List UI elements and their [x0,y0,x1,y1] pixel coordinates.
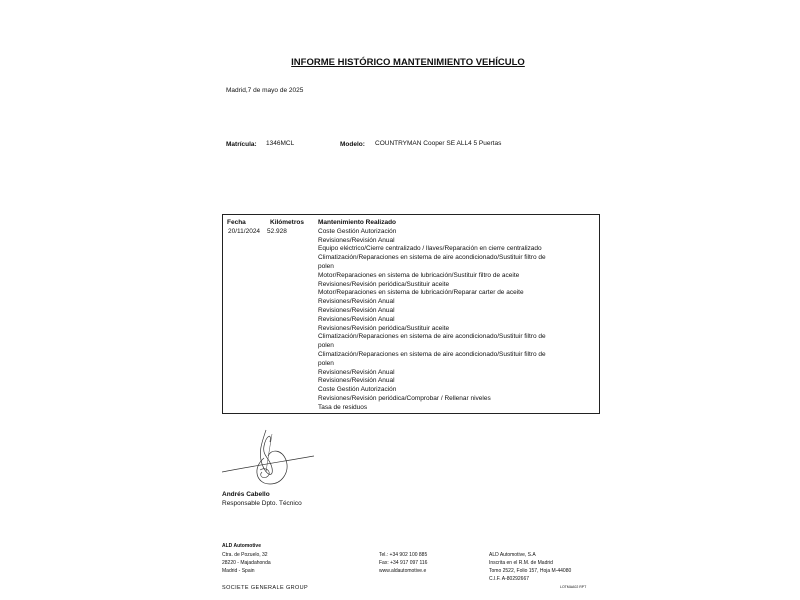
maintenance-item: Motor/Reparaciones en sistema de lubricación/Reparar carter de aceite [318,289,524,297]
maintenance-item: Motor/Reparaciones en sistema de lubricación/Sustituir filtro de aceite [318,271,520,279]
maintenance-item: Revisiones/Revisión Anual [318,306,395,314]
maintenance-list [318,219,558,413]
header-km: Kilómetros [270,219,304,226]
footer-address-line: Ctra. de Pozuelo, 32 [222,552,268,558]
plate-value: 1346MCL [266,140,295,147]
model-label: Modelo: [340,141,365,148]
footer-address-line: Madrid - Spain [222,568,255,574]
footer-legal-line: ALD Automotive, S.A [489,552,536,558]
header-date: Fecha [227,219,246,226]
footer-contact [379,551,427,575]
footer-code: LOTMAA02 RPT [560,585,587,589]
footer-fax: Fax: +34 917 097 116 [379,560,428,566]
footer-legal-line: Inscrita en el R.M. de Madrid [489,560,553,566]
maintenance-item: Revisiones/Revisión Anual [318,377,395,385]
footer-group: SOCIETE GENERALE GROUP [222,585,309,591]
row-date: 20/11/2024 [228,228,261,235]
row-km: 52.928 [267,228,287,235]
footer-company: ALD Automotive [222,543,261,549]
footer-legal-line: C.I.F. A-80292667 [489,576,530,582]
maintenance-item: Revisiones/Revisión Anual [318,315,395,323]
maintenance-item: Revisiones/Revisión Anual [318,298,395,306]
maintenance-item: Equipo eléctrico/Cierre centralizado / llaves/Reparación en cierre centralizado [318,245,542,253]
maintenance-item: Tasa de residuos [318,403,368,411]
footer-legal-line: Tomo 2522, Folio 157, Hoja M-44080 [489,568,572,574]
maintenance-item: Revisiones/Revisión periódica/Comprobar / Rellenar niveles [318,394,491,402]
maintenance-item: Climatización/Reparaciones en sistema de aire acondicionado/Sustituir filtro de [318,350,546,358]
footer-legal [489,551,571,583]
maintenance-item: polen [318,359,334,367]
signature-image [222,428,314,488]
maintenance-item: Coste Gestión Autorización [318,386,397,394]
footer-address [222,551,271,575]
header-maintenance: Mantenimiento Realizado [318,219,397,226]
maintenance-item: Climatización/Reparaciones en sistema de aire acondicionado/Sustituir filtro de [318,333,546,341]
footer-website: www.aldautomotive.e [379,568,427,574]
signatory-name: Andrés Cabello [222,491,270,498]
document-title: INFORME HISTÓRICO MANTENIMIENTO VEHÍCULO [291,57,525,68]
model-value: COUNTRYMAN Cooper SE ALL4 5 Puertas [375,140,502,147]
maintenance-item: Revisiones/Revisión Anual [318,236,395,244]
maintenance-item: Revisiones/Revisión Anual [318,368,395,376]
maintenance-item: polen [318,262,334,270]
footer-phone: Tel.: +34 902 100 885 [379,552,428,558]
signatory-role: Responsable Dpto. Técnico [222,500,302,507]
maintenance-item: Climatización/Reparaciones en sistema de aire acondicionado/Sustituir filtro de [318,254,546,262]
plate-label: Matrícula: [226,141,257,148]
maintenance-item: Revisiones/Revisión periódica/Sustituir aceite [318,324,450,332]
maintenance-item: polen [318,342,334,350]
maintenance-item: Revisiones/Revisión periódica/Sustituir aceite [318,280,450,288]
maintenance-item: Coste Gestión Autorización [318,227,397,235]
date-line: Madrid,7 de mayo de 2025 [226,87,304,94]
footer-address-line: 28220 - Majadahonda [222,560,271,566]
maintenance-table [222,214,600,414]
